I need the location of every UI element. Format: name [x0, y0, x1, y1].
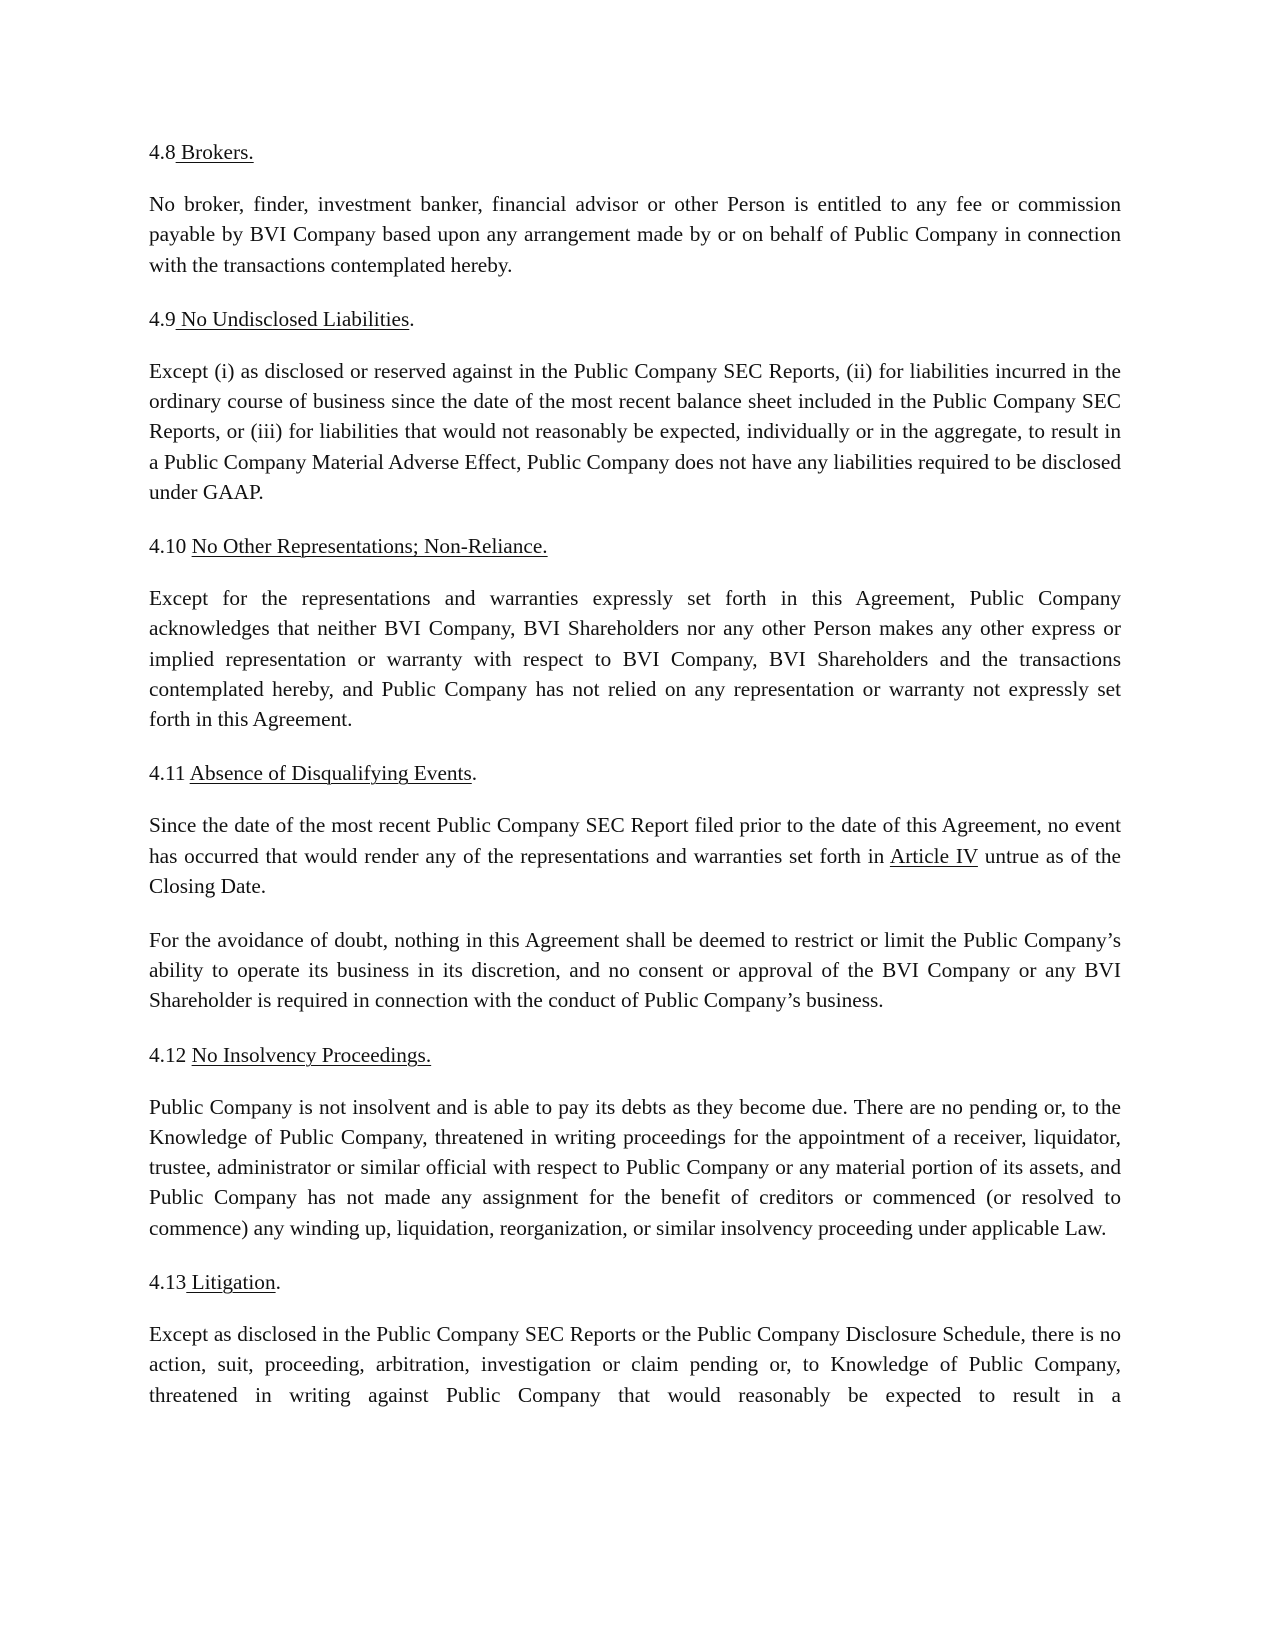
article-iv-reference: Article IV [889, 843, 978, 868]
section-title: No Insolvency Proceedings. [191, 1042, 432, 1067]
section-heading-4-12 [149, 1040, 1121, 1070]
section-number: 4.10 [149, 534, 187, 559]
section-title: Litigation [186, 1269, 276, 1294]
section-number: 4.11 [149, 761, 186, 786]
section-title: Brokers. [175, 140, 254, 164]
section-title: No Other Representations; Non-Reliance. [191, 534, 548, 559]
section-heading-4-11 [149, 758, 1121, 788]
section-title: No Undisclosed Liabilities [175, 306, 410, 331]
section-paragraph [149, 810, 1121, 901]
section-number: 4.13 [149, 1269, 187, 1294]
section-paragraph: For the avoidance of doubt, nothing in this Agreement shall be deemed to restrict or limit the Public Company’s ability to operate its business in its discretion, and no consent or approval of the BVI Company or any BVI Shareholder is required in connection with the conduct of Public Company’s business. [149, 928, 1121, 1013]
section-paragraph: Except for the representations and warranties expressly set forth in this Agreement, Public Company acknowledges that neither BVI Company, BVI Shareholders nor any other Person makes any other express or implied representation or warranty with respect to BVI Company, BVI Shareholders and the transactions contemplated hereby, and Public Company has not relied on any representation or warranty not expressly set forth in this Agreement. [149, 586, 1121, 732]
section-title-suffix: . [275, 1269, 281, 1294]
section-heading-4-9 [149, 304, 1121, 334]
paragraph-text: untrue as of the Closing Date. [149, 843, 1121, 898]
section-paragraph: Except as disclosed in the Public Company SEC Reports or the Public Company Disclosure Schedule, there is no action, suit, proceeding, arbitration, investigation or claim pending or, to Knowledge of Public Company, threatened in writing against Public Company that would reasonably be expected to result in a [149, 1322, 1121, 1407]
section-heading-4-13 [149, 1267, 1121, 1297]
section-title-suffix: . [409, 306, 415, 331]
section-number: 4.12 [149, 1042, 187, 1067]
document-page [149, 137, 1121, 1434]
section-number: 4.9 [149, 306, 176, 331]
section-title: Absence of Disqualifying Events [189, 761, 472, 786]
section-heading-4-8 [149, 137, 1121, 167]
section-paragraph: No broker, finder, investment banker, financial advisor or other Person is entitled to any fee or commission payable by BVI Company based upon any arrangement made by or on behalf of Public Company in connection with the transactions contemplated hereby. [149, 192, 1121, 277]
section-paragraph: Public Company is not insolvent and is able to pay its debts as they become due. There are no pending or, to the Knowledge of Public Company, threatened in writing proceedings for the appointment of a receiver, liquidator, trustee, administrator or similar official with respect to Public Company or any material portion of its assets, and Public Company has not made any assignment for the benefit of creditors or commenced (or resolved to commence) any winding up, liquidation, reorganization, or similar insolvency proceeding under applicable Law. [149, 1094, 1121, 1240]
section-paragraph: Except (i) as disclosed or reserved against in the Public Company SEC Reports, (ii) for liabilities incurred in the ordinary course of business since the date of the most recent balance sheet included in the Public Company SEC Reports, or (iii) for liabilities that would not reasonably be expected, individually or in the aggregate, to result in a Public Company Material Adverse Effect, Public Company does not have any liabilities required to be disclosed under GAAP. [149, 359, 1121, 504]
section-heading-4-10 [149, 531, 1121, 561]
section-title-suffix: . [471, 761, 478, 786]
section-number: 4.8 [149, 140, 176, 164]
paragraph-text: Since the date of the most recent Public Company SEC Report filed prior to the date of this Agreement, no event has occurred that would render any of the representations and warranties set forth in [149, 813, 1121, 868]
